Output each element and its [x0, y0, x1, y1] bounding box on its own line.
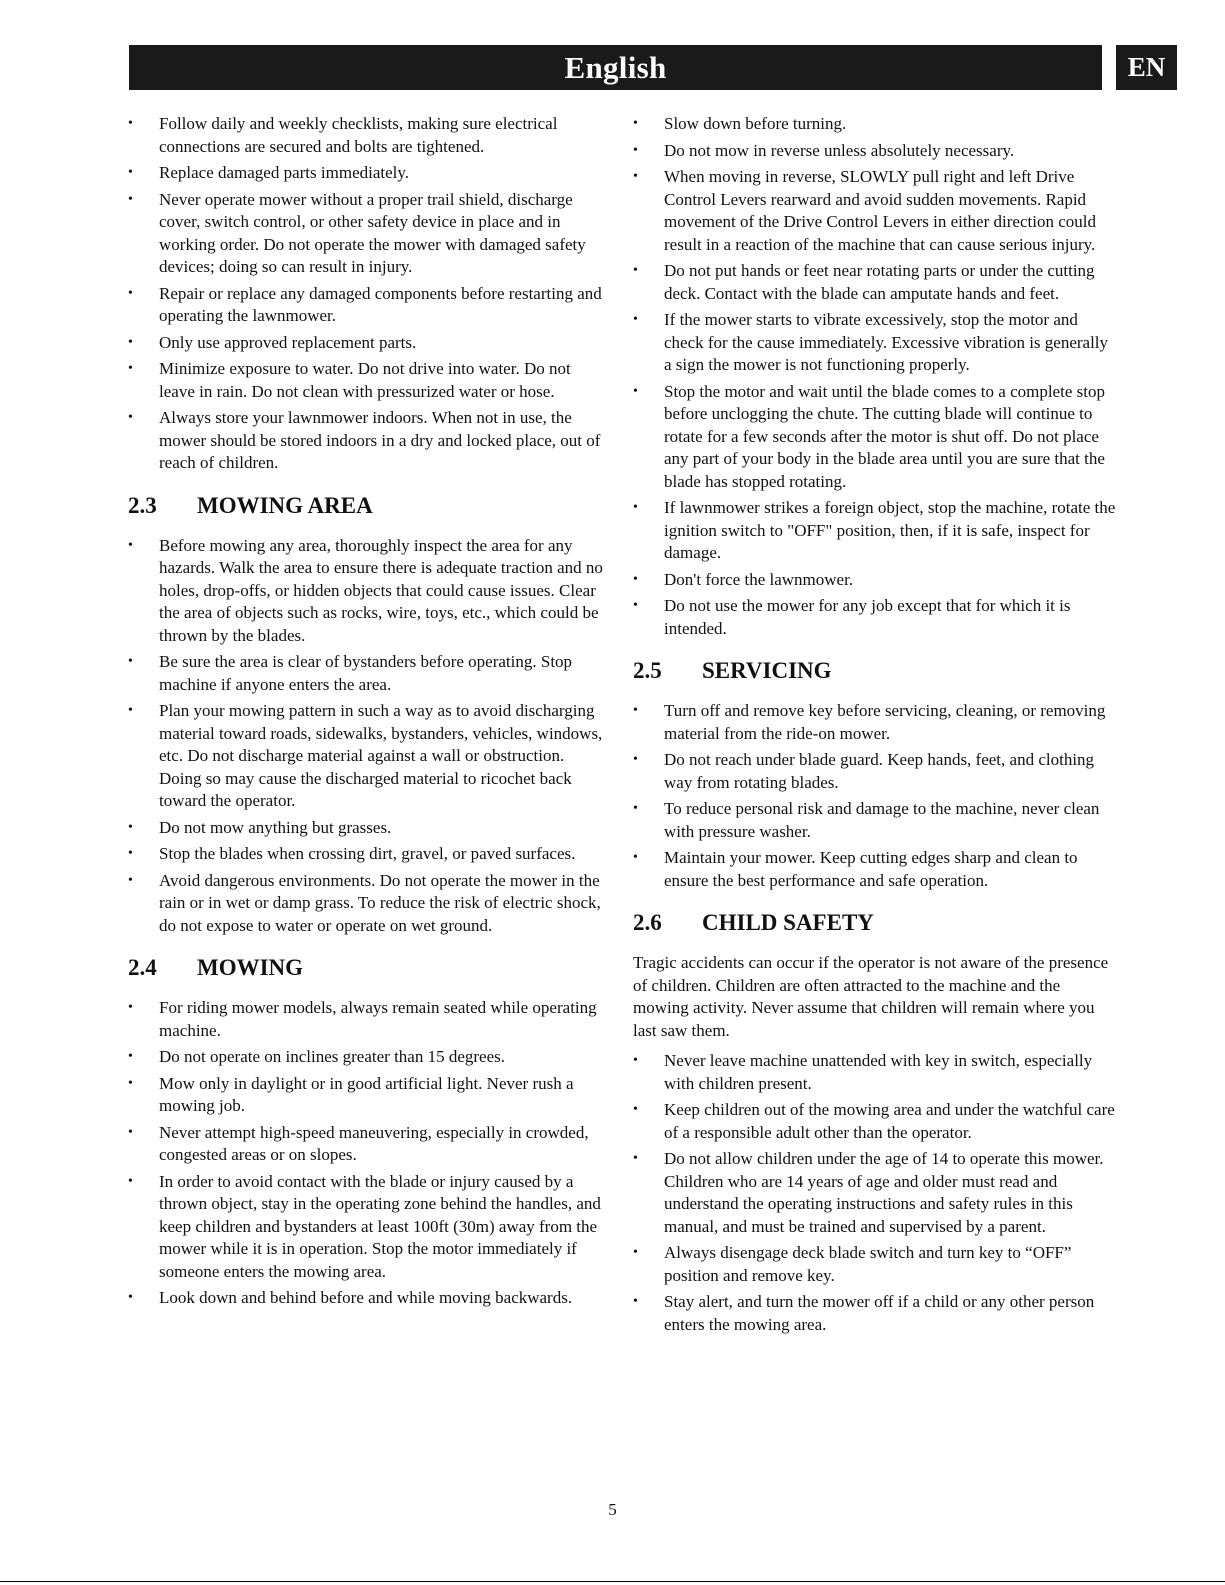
- list-item: [128, 1287, 603, 1310]
- list-item: [633, 497, 1118, 565]
- list-item: [128, 870, 603, 938]
- list-item: [633, 700, 1118, 745]
- list-item-text: To reduce personal risk and damage to the machine, never clean with pressure washer.: [664, 799, 1100, 841]
- section-number: 2.4: [128, 955, 157, 980]
- list-item: [128, 997, 603, 1042]
- list-item: [633, 166, 1118, 256]
- bullet-icon: •: [128, 1173, 133, 1189]
- list-item: [128, 651, 603, 696]
- section-heading-2-3: [128, 492, 603, 520]
- header-title: English: [564, 49, 667, 85]
- list-item-text: Do not use the mower for any job except that for which it is intended.: [664, 596, 1071, 638]
- list-item: [633, 309, 1118, 377]
- list-item-text: Do not allow children under the age of 14 to operate this mower. Children who are 14 years of age and older must read and understand the operating instructions and safety rules in this manual, and must be trained and supervised by a parent.: [664, 1149, 1104, 1236]
- list-item: [128, 407, 603, 475]
- list-item-text: When moving in reverse, SLOWLY pull right and left Drive Control Levers rearward and avoid sudden movements. Rapid movement of the Drive Control Levers in either direction could result in a reaction of the machine that can cause serious injury.: [664, 167, 1096, 254]
- bullet-icon: •: [128, 1075, 133, 1091]
- bullet-list: [128, 535, 603, 938]
- list-item: [128, 283, 603, 328]
- bullet-icon: •: [633, 1151, 638, 1166]
- bullet-icon: •: [128, 116, 133, 131]
- list-item: [633, 595, 1118, 640]
- list-item: [633, 140, 1118, 163]
- list-item-text: Plan your mowing pattern in such a way as to avoid discharging material toward roads, sidewalks, bystanders, vehicles, windows, etc. Do not discharge material against a wall or obstruction. Doing so may cause the discharged material to ricochet back toward the operator.: [159, 701, 603, 810]
- list-item: [128, 1073, 603, 1118]
- list-item: [633, 381, 1118, 494]
- list-item-text: Repair or replace any damaged components before restarting and operating the lawnmower.: [159, 283, 602, 325]
- bullet-icon: •: [633, 850, 638, 865]
- bullet-icon: •: [128, 1000, 133, 1015]
- list-item-text: Maintain your mower. Keep cutting edges sharp and clean to ensure the best performance and safe operation.: [664, 848, 1078, 890]
- bullet-icon: •: [633, 116, 638, 131]
- bullet-icon: •: [633, 263, 638, 278]
- language-header-bar: [129, 45, 1102, 90]
- list-item-text: Keep children out of the mowing area and under the watchful care of a responsible adult other than the operator.: [664, 1100, 1115, 1142]
- list-item-text: Never leave machine unattended with key in switch, especially with children present.: [664, 1051, 1093, 1093]
- section-number: 2.3: [128, 492, 157, 518]
- page-number: 5: [608, 1500, 617, 1519]
- list-item-text: Stop the blades when crossing dirt, gravel, or paved surfaces.: [159, 844, 576, 863]
- bullet-list: [128, 997, 603, 1310]
- list-item-text: For riding mower models, always remain seated while operating machine.: [159, 998, 597, 1040]
- section-heading-2-4: [128, 954, 603, 982]
- list-item: [633, 569, 1118, 592]
- bullet-list: [633, 113, 1118, 640]
- list-item: [633, 847, 1118, 892]
- child-safety-paragraph: Tragic accidents can occur if the operator is not aware of the presence of children. Children are often attracted to the machine and the mowing activity. Never assume that children will remain where you last saw them.: [633, 953, 1109, 1040]
- bullet-icon: •: [633, 500, 638, 515]
- list-item-text: Before mowing any area, thoroughly inspect the area for any hazards. Walk the area to ensure there is adequate traction and no holes, drop-offs, or hidden objects that could cause issues. Clear the area of objects such as rocks, wire, toys, etc., which could be thrown by the blades.: [159, 535, 603, 645]
- list-item: [128, 1122, 603, 1167]
- bullet-icon: •: [633, 801, 638, 816]
- bullet-icon: •: [633, 142, 638, 158]
- bullet-icon: •: [128, 872, 133, 888]
- list-item-text: In order to avoid contact with the blade or injury caused by a thrown object, stay in the operating zone behind the handles, and keep children and bystanders at least 100ft (30m) away from the mower while it is in operation. Stop the motor immediately if someone enters the mowing area.: [159, 1171, 601, 1281]
- list-item: [633, 1050, 1118, 1095]
- section-title: MOWING: [197, 955, 304, 980]
- bullet-icon: •: [128, 165, 133, 180]
- list-item-text: Turn off and remove key before servicing, cleaning, or removing material from the ride-on mower.: [664, 701, 1106, 743]
- section-heading-2-5: [633, 657, 1118, 685]
- list-item: [128, 332, 603, 355]
- bullet-icon: •: [633, 752, 638, 767]
- list-item: [633, 260, 1118, 305]
- section-heading-2-6: [633, 909, 1118, 937]
- bullet-icon: •: [128, 410, 133, 425]
- list-item: [633, 1099, 1118, 1144]
- right-column: [633, 113, 1118, 1340]
- bullet-icon: •: [128, 819, 133, 835]
- bottom-rule: [0, 1581, 1225, 1582]
- list-item: [128, 700, 603, 813]
- list-item: [633, 798, 1118, 843]
- bullet-icon: •: [128, 1049, 133, 1064]
- bullet-icon: •: [128, 1290, 133, 1305]
- language-code: EN: [1127, 52, 1166, 82]
- bullet-list: [633, 1050, 1118, 1336]
- list-item-text: Look down and behind before and while moving backwards.: [159, 1288, 573, 1307]
- bullet-icon: •: [633, 571, 638, 587]
- list-item: [633, 1291, 1118, 1336]
- list-item: [128, 162, 603, 185]
- bullet-icon: •: [633, 1102, 638, 1117]
- list-item-text: Stay alert, and turn the mower off if a child or any other person enters the mowing area.: [664, 1292, 1095, 1334]
- bullet-icon: •: [633, 1294, 638, 1309]
- section-number: 2.5: [633, 658, 662, 683]
- bullet-icon: •: [128, 703, 133, 718]
- bullet-icon: •: [633, 1245, 638, 1260]
- list-item-text: Be sure the area is clear of bystanders before operating. Stop machine if anyone enters the area.: [159, 652, 573, 694]
- list-item: [128, 189, 603, 279]
- list-item: [128, 1171, 603, 1284]
- language-code-tab: [1116, 45, 1177, 90]
- list-item-text: Follow daily and weekly checklists, making sure electrical connections are secured and bolts are tightened.: [159, 114, 558, 156]
- list-item: [128, 817, 603, 840]
- bullet-icon: •: [633, 169, 638, 184]
- list-item: [633, 113, 1118, 136]
- bullet-icon: •: [128, 285, 133, 301]
- list-item-text: Do not mow in reverse unless absolutely necessary.: [664, 140, 1015, 160]
- bullet-icon: •: [633, 383, 638, 399]
- bullet-icon: •: [128, 846, 133, 861]
- section-title: CHILD SAFETY: [702, 910, 874, 935]
- list-item-text: Do not mow anything but grasses.: [159, 817, 392, 837]
- list-item-text: Slow down before turning.: [664, 114, 847, 133]
- list-item-text: Never attempt high-speed maneuvering, especially in crowded, congested areas or on slopes.: [159, 1122, 589, 1164]
- bullet-icon: •: [128, 191, 133, 207]
- section-number: 2.6: [633, 910, 662, 935]
- bullet-icon: •: [633, 1053, 638, 1068]
- bullet-icon: •: [128, 361, 133, 376]
- list-item-text: Always store your lawnmower indoors. When not in use, the mower should be stored indoors in a dry and locked place, out of reach of children.: [159, 408, 601, 472]
- list-item: [128, 1046, 603, 1069]
- list-item: [633, 1148, 1118, 1238]
- list-item-text: Do not put hands or feet near rotating parts or under the cutting deck. Contact with the blade can amputate hands and feet.: [664, 261, 1095, 303]
- list-item-text: If the mower starts to vibrate excessively, stop the motor and check for the cause immediately. Excessive vibration is generally a sign the mower is not functioning properly.: [664, 310, 1109, 374]
- list-item: [128, 843, 603, 866]
- bullet-icon: •: [128, 654, 133, 669]
- section-title: MOWING AREA: [197, 492, 373, 518]
- list-item-text: If lawnmower strikes a foreign object, stop the machine, rotate the ignition switch to "OFF" position, then, if it is safe, inspect for damage.: [664, 498, 1116, 562]
- list-item-text: Replace damaged parts immediately.: [159, 163, 410, 182]
- bullet-list: [128, 113, 603, 475]
- list-item-text: Only use approved replacement parts.: [159, 332, 417, 352]
- list-item-text: Avoid dangerous environments. Do not operate the mower in the rain or in wet or damp grass. To reduce the risk of electric shock, do not expose to water or operate on wet ground.: [159, 870, 601, 935]
- section-title: SERVICING: [702, 658, 832, 683]
- list-item: [633, 1242, 1118, 1287]
- bullet-icon: •: [128, 334, 133, 350]
- bullet-icon: •: [128, 1124, 133, 1140]
- list-item: [633, 749, 1118, 794]
- list-item-text: Never operate mower without a proper trail shield, discharge cover, switch control, or other safety device in place and in working order. Do not operate the mower with damaged safety devices; doing so can result in injury.: [159, 189, 586, 276]
- list-item-text: Minimize exposure to water. Do not drive into water. Do not leave in rain. Do not clean with pressurized water or hose.: [159, 359, 571, 401]
- list-item-text: Do not operate on inclines greater than 15 degrees.: [159, 1047, 506, 1066]
- bullet-icon: •: [633, 312, 638, 327]
- left-column: [128, 113, 603, 1314]
- list-item: [128, 113, 603, 158]
- bullet-list: [633, 700, 1118, 892]
- bullet-icon: •: [633, 703, 638, 718]
- bullet-icon: •: [633, 598, 638, 613]
- list-item-text: Stop the motor and wait until the blade comes to a complete stop before unclogging the chute. The cutting blade will continue to rotate for a few seconds after the motor is shut off. Do not place any part of your body in the blade area until you are sure that the blade has stopped rotating.: [664, 381, 1105, 491]
- list-item-text: Always disengage deck blade switch and turn key to “OFF” position and remove key.: [664, 1243, 1072, 1285]
- list-item: [128, 358, 603, 403]
- list-item-text: Do not reach under blade guard. Keep hands, feet, and clothing way from rotating blades.: [664, 750, 1095, 792]
- list-item-text: Mow only in daylight or in good artificial light. Never rush a mowing job.: [159, 1073, 574, 1115]
- bullet-icon: •: [128, 537, 133, 553]
- list-item: [128, 535, 603, 648]
- list-item-text: Don't force the lawnmower.: [664, 569, 854, 589]
